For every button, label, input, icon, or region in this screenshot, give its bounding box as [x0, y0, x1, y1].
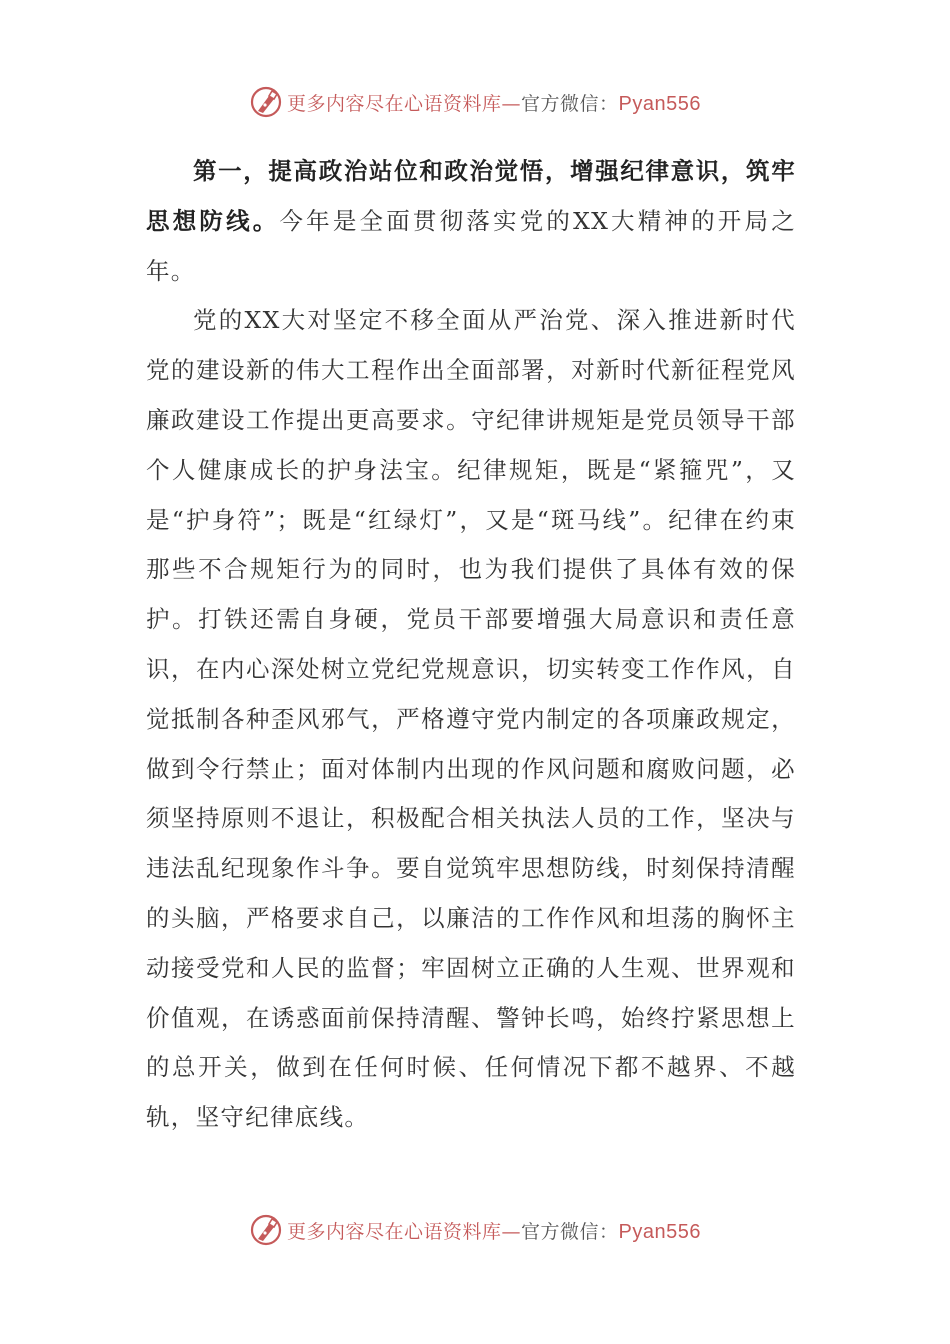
watermark-official-label: 官方微信： — [521, 1220, 619, 1243]
paragraph-2-body: 党的XX大对坚定不移全面从严治党、深入推进新时代党的建设新的伟大工程作出全面部署，对新时代新征程党风廉政建设工作提出更高要求。守纪律讲规矩是党员领导干部个人健康成长的护身法宝。纪律规矩，既是“紧箍咒”，又是“护身符”；既是“红绿灯”，又是“斑马线”。纪律在约束那些不合规矩行为的同时，也为我们提供了具体有效的保护。打铁还需自身硬，党员干部要增强大局意识和责任意识，在内心深处树立党纪党规意识，切实转变工作作风，自觉抵制各种歪风邪气，严格遵守党内制定的各项廉政规定，做到令行禁止；面对体制内出现的作风问题和腐败问题，必须坚持原则不退让，积极配合相关执法人员的工作，坚决与违法乱纪现象作斗争。要自觉筑牢思想防线，时刻保持清醒的头脑，严格要求自己，以廉洁的工作作风和坦荡的胸怀主动接受党和人民的监督；牢固树立正确的人生观、世界观和价值观，在诱惑面前保持清醒、警钟长鸣，始终拧紧思想上的总开关，做到在任何时候、任何情况下都不越界、不越轨，坚守纪律底线。 — [146, 306, 796, 1132]
pen-nib-icon — [249, 1213, 283, 1247]
pen-nib-icon — [249, 85, 283, 119]
footer-watermark — [0, 1210, 950, 1250]
paragraph-1 — [146, 147, 796, 296]
paragraph-1-body: 今年是全面贯彻落实党的XX大精神的开局之年。 — [146, 206, 796, 285]
header-watermark — [0, 82, 950, 122]
paragraph-1-heading: 第一，提高政治站位和政治觉悟，增强纪律意识，筑牢思想防线。 — [146, 157, 796, 235]
watermark-dash: — — [501, 92, 522, 115]
paragraph-2 — [146, 296, 796, 1143]
watermark-main-text: 更多内容尽在心语资料库 — [287, 92, 502, 115]
watermark-account-id: Pyan556 — [618, 92, 701, 115]
watermark-text — [287, 1217, 701, 1244]
watermark-account-id: Pyan556 — [618, 1220, 701, 1243]
document-body — [146, 147, 796, 1143]
watermark-official-label: 官方微信： — [521, 92, 619, 115]
watermark-text — [287, 89, 701, 116]
watermark-dash: — — [501, 1220, 522, 1243]
watermark-main-text: 更多内容尽在心语资料库 — [287, 1220, 502, 1243]
